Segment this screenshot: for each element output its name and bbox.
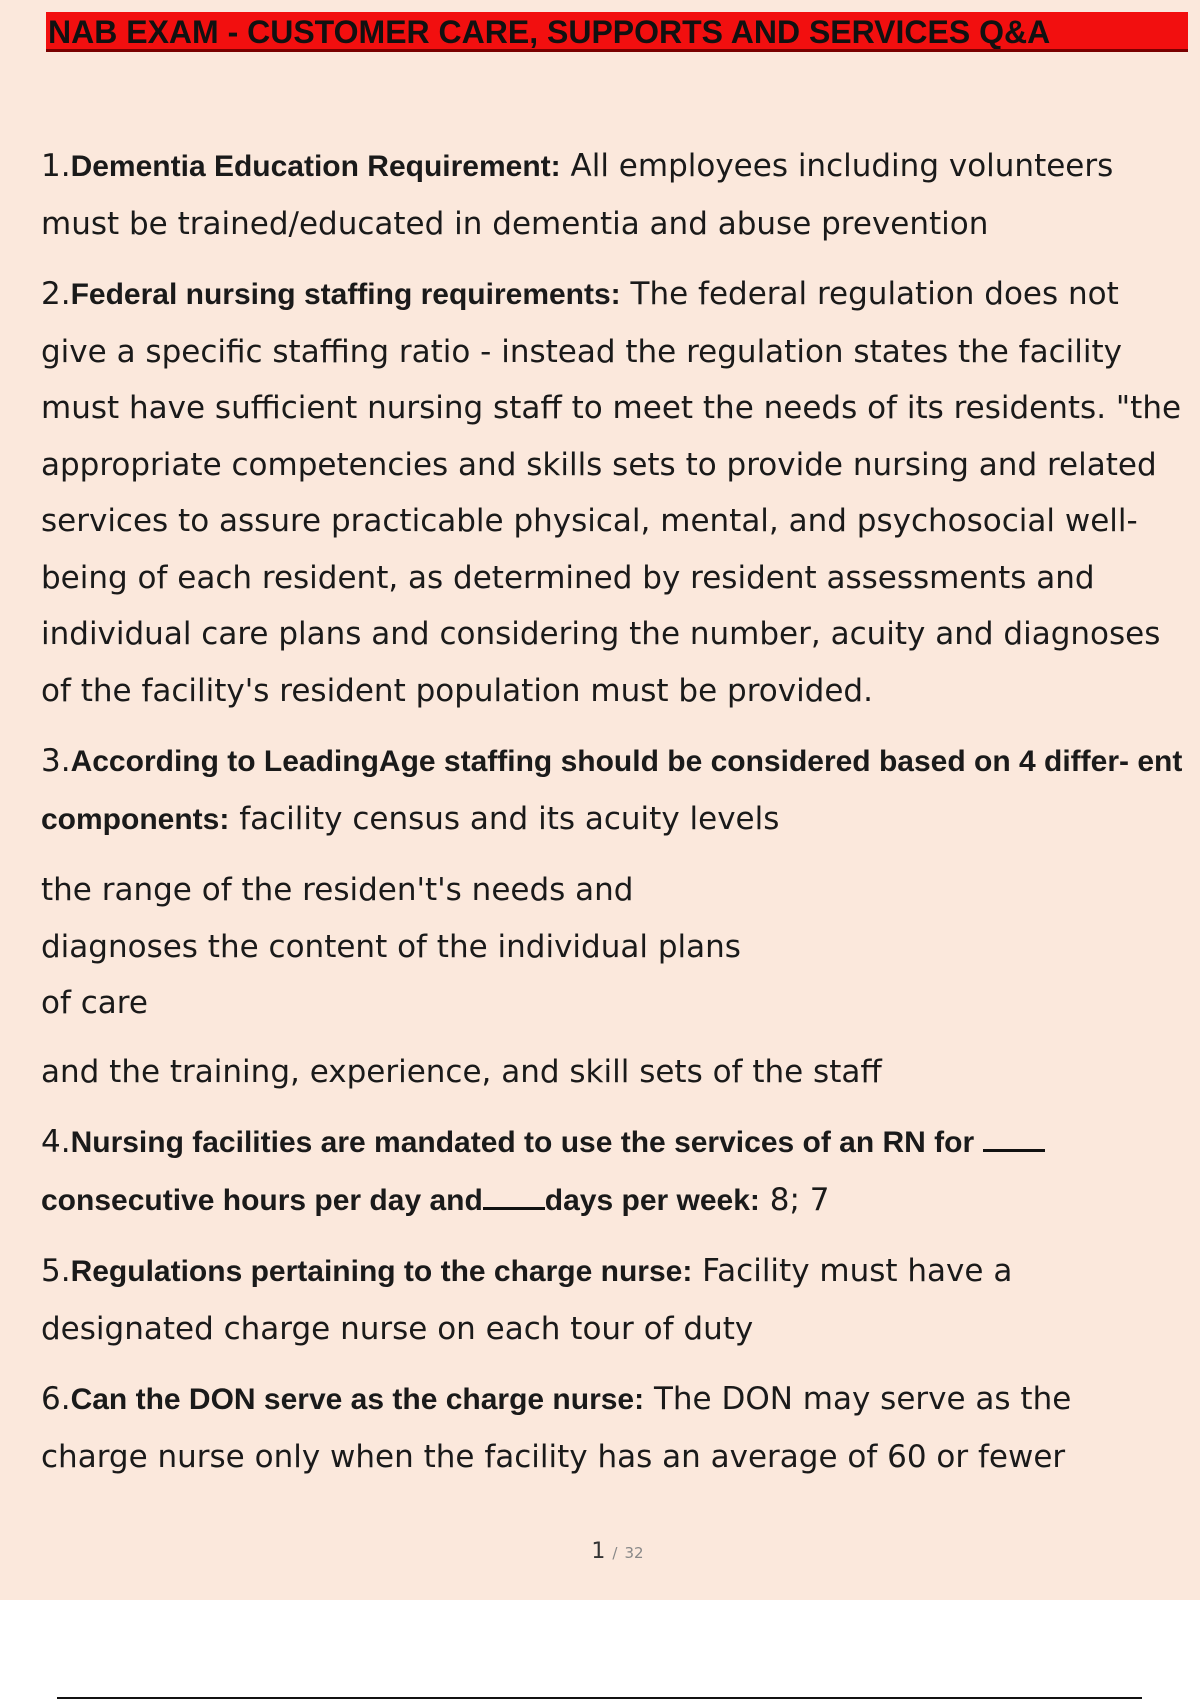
document-title: NAB EXAM - CUSTOMER CARE, SUPPORTS AND SERVICES Q&A bbox=[46, 12, 1188, 52]
answer-line: of care bbox=[41, 985, 148, 1021]
answer: facility census and its acuity levels bbox=[229, 800, 780, 837]
question bbox=[41, 1126, 1045, 1217]
next-page-rule bbox=[57, 1697, 1142, 1699]
item-number: 4. bbox=[41, 1124, 71, 1160]
qa-item-6 bbox=[41, 1371, 1186, 1485]
fill-in-blank bbox=[483, 1183, 545, 1210]
answer: Facility must have a designated charge nurse on each tour of duty bbox=[41, 1253, 1013, 1347]
qa-item-4 bbox=[41, 1114, 1186, 1229]
page-number bbox=[0, 1539, 1200, 1564]
item-number: 5. bbox=[41, 1253, 71, 1289]
item-number: 1. bbox=[41, 148, 71, 184]
question: According to LeadingAge staffing should be considered based on 4 differ- ent components: bbox=[41, 745, 1183, 836]
question-part: consecutive hours per day and bbox=[41, 1183, 483, 1217]
item-number: 2. bbox=[41, 276, 71, 312]
total-pages: 32 bbox=[624, 1544, 644, 1562]
qa-item-1 bbox=[41, 138, 1186, 252]
qa-item-5 bbox=[41, 1243, 1186, 1357]
answer-line: the range of the residen't's needs and bbox=[41, 872, 634, 908]
question: Regulations pertaining to the charge nurse: bbox=[70, 1255, 693, 1288]
question-part: days per week: bbox=[544, 1183, 760, 1217]
item-number: 3. bbox=[41, 743, 71, 779]
current-page: 1 bbox=[591, 1539, 606, 1564]
answer: The federal regulation does not give a specific staffing ratio - instead the regulation states the facility must have sufficient nursing staff to meet the needs of its residents. "the appropriate competencies and skills sets to provide nursing and related services to assure practicable physical, mental, and psychosocial well-being of each resident, as determined by resident assessments and individual care plans and considering the number, acuity and diagnoses of the facility's resident population must be provided. bbox=[41, 276, 1182, 709]
page-separator: / bbox=[612, 1544, 618, 1562]
question: Can the DON serve as the charge nurse: bbox=[70, 1383, 645, 1416]
fill-in-blank bbox=[983, 1125, 1045, 1152]
qa-item-2 bbox=[41, 266, 1186, 719]
question: Dementia Education Requirement: bbox=[70, 150, 561, 183]
qa-item-3-continuation bbox=[41, 862, 1186, 1032]
question-part: Nursing facilities are mandated to use the services of an RN for bbox=[70, 1126, 975, 1159]
item-number: 6. bbox=[41, 1381, 71, 1417]
answer-line: and the training, experience, and skill sets of the staff bbox=[41, 1053, 882, 1090]
answer: All employees including volunteers must be trained/educated in dementia and abuse prevention bbox=[41, 148, 1114, 242]
answer: 8; 7 bbox=[759, 1181, 830, 1218]
qa-list bbox=[41, 138, 1186, 1499]
question: Federal nursing staffing requirements: bbox=[70, 278, 621, 311]
answer: The DON may serve as the charge nurse only when the facility has an average of 60 or fewer bbox=[41, 1381, 1072, 1475]
qa-item-3 bbox=[41, 733, 1186, 848]
answer-line: diagnoses the content of the individual plans bbox=[41, 928, 741, 965]
